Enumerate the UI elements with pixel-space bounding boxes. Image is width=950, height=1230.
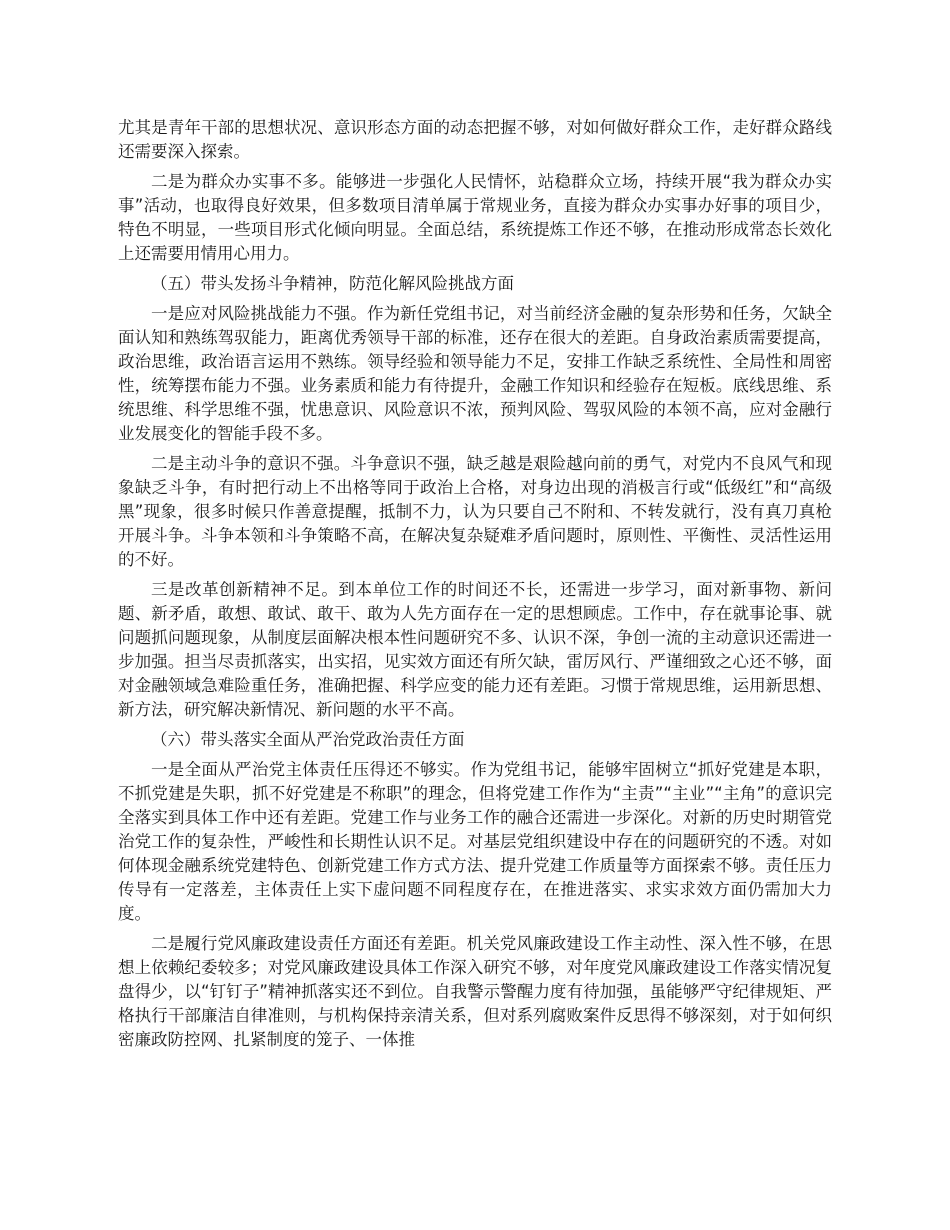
paragraph-continuation: 尤其是青年干部的思想状况、意识形态方面的动态把握不够，对如何做好群众工作，走好群众路线还需要深入探索。 bbox=[118, 118, 832, 161]
paragraph-serve-masses: 二是为群众办实事不多。能够进一步强化人民情怀，站稳群众立场，持续开展“我为群众办实事”活动，也取得良好效果，但多数项目清单属于常规业务，直接为群众办实事办好事的项目少，特色不明显，一些项目形式化倾向明显。全面总结，系统提炼工作还不够，在推动形成常态长效化上还需要用情用心用力。 bbox=[118, 172, 832, 263]
paragraph-struggle-awareness: 二是主动斗争的意识不强。斗争意识不强，缺乏越是艰险越向前的勇气，对党内不良风气和现象缺乏斗争，有时把行动上不出格等同于政治上合格，对身边出现的消极言行或“低级红”和“高级黑”现象，很多时候只作善意提醒，抵制不力，认为只要自己不附和、不转发就行，没有真刀真枪开展斗争。斗争本领和斗争策略不高，在解决复杂疑难矛盾问题时，原则性、平衡性、灵活性运用的不好。 bbox=[118, 454, 832, 569]
paragraph-risk-capability: 一是应对风险挑战能力不强。作为新任党组书记，对当前经济金融的复杂形势和任务，欠缺全面认知和熟练驾驭能力，距离优秀领导干部的标准，还存在很大的差距。自身政治素质需要提高，政治思维，政治语言运用不熟练。领导经验和领导能力不足，安排工作缺乏系统性、全局性和周密性，统筹摆布能力不强。业务素质和能力有待提升，金融工作知识和经验存在短板。底线思维、系统思维、科学思维不强，忧患意识、风险意识不浓，预判风险、驾驭风险的本领不高，应对金融行业发展变化的智能手段不多。 bbox=[118, 304, 832, 443]
section-heading-six: （六）带头落实全面从严治党政治责任方面 bbox=[151, 730, 465, 749]
paragraph-integrity-responsibility: 二是履行党风廉政建设责任方面还有差距。机关党风廉政建设工作主动性、深入性不够，在思想上依赖纪委较多；对党风廉政建设具体工作深入研究不够，对年度党风廉政建设工作落实情况复盘得少，以“钉钉子”精神抓落实还不到位。自我警示警醒力度有待加强，虽能够严守纪律规矩、严格执行干部廉洁自律准则，与机构保持亲清关系，但对系列腐败案件反思得不够深刻，对于如何织密廉政防控网、扎紧制度的笼子、一体推 bbox=[118, 934, 832, 1049]
paragraph-party-governance: 一是全面从严治党主体责任压得还不够实。作为党组书记，能够牢固树立“抓好党建是本职，不抓党建是失职，抓不好党建是不称职”的理念，但将党建工作作为“主责”“主业”“主角”的意识完全落实到具体工作中还有差距。党建工作与业务工作的融合还需进一步深化。对新的历史时期管党治党工作的复杂性，严峻性和长期性认识不足。对基层党组织建设中存在的问题研究的不透。对如何体现金融系统党建特色、创新党建工作方式方法、提升党建工作质量等方面探索不够。责任压力传导有一定落差，主体责任上实下虚问题不同程度存在，在推进落实、求实求效方面仍需加大力度。 bbox=[118, 760, 832, 923]
paragraph-reform-innovation: 三是改革创新精神不足。到本单位工作的时间还不长，还需进一步学习，面对新事物、新问题、新矛盾，敢想、敢试、敢干、敢为人先方面存在一定的思想顾虑。工作中，存在就事论事、就问题抓问题现象，从制度层面解决根本性问题研究不多、认识不深，争创一流的主动意识还需进一步加强。担当尽责抓落实，出实招，见实效方面还有所欠缺，雷厉风行、严谨细致之心还不够，面对金融领域急难险重任务，准确把握、科学应变的能力还有差距。习惯于常规思维，运用新思想、新方法，研究解决新情况、新问题的水平不高。 bbox=[118, 580, 832, 719]
section-heading-five: （五）带头发扬斗争精神，防范化解风险挑战方面 bbox=[151, 274, 514, 293]
